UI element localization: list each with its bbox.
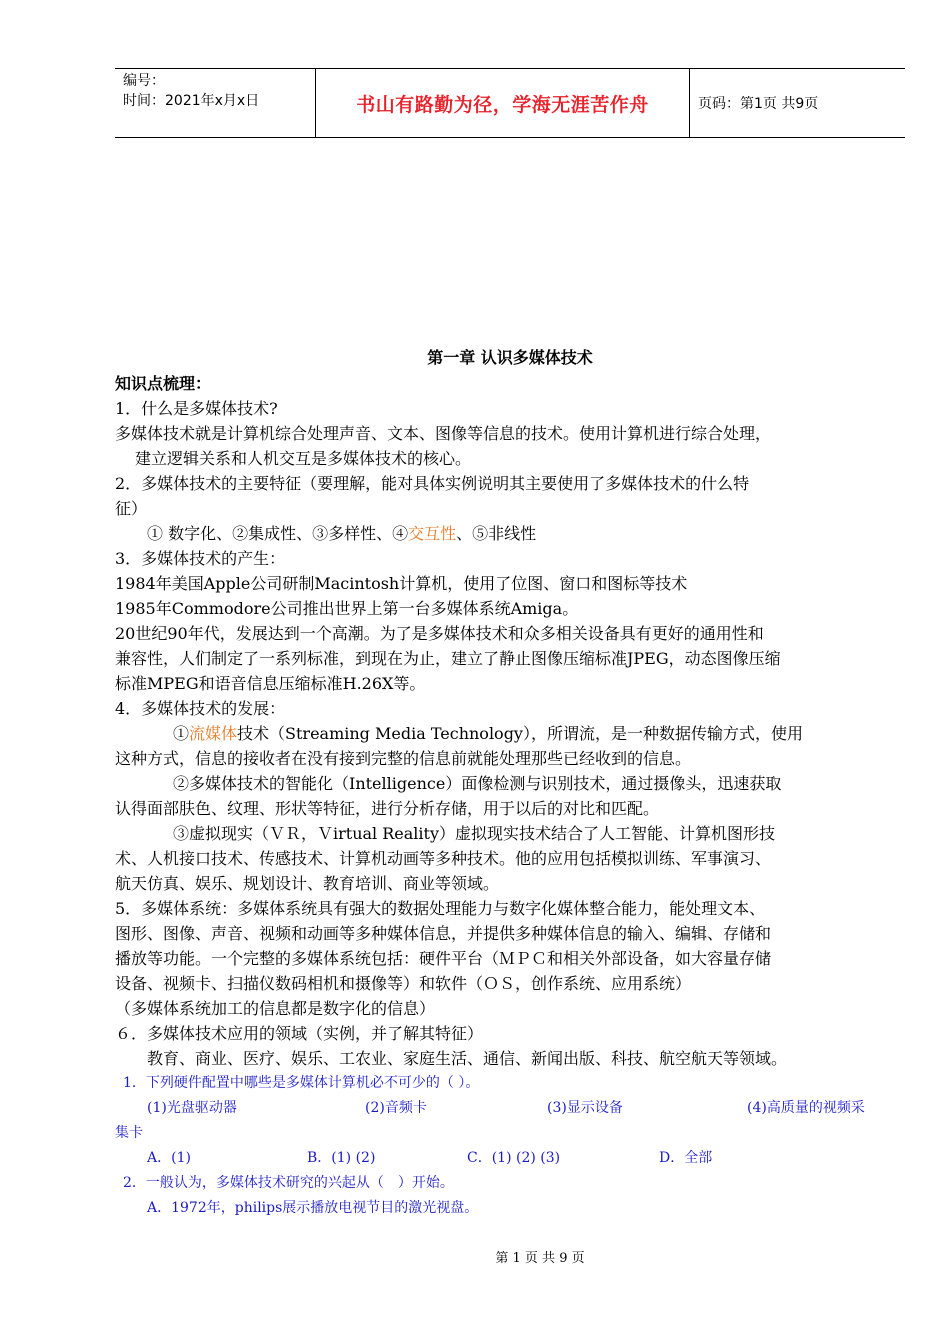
q3-line-5: 标准MPEG和语音信息压缩标准H.26X等。 [115, 674, 426, 693]
q4-item-3: ③虚拟现实（ＶＲ，Ｖirtual Reality）虚拟现实技术结合了人工智能、计算机图形技 [173, 824, 776, 843]
q6-answer: 教育、商业、医疗、娱乐、工农业、家庭生活、通信、新闻出版、科技、航空航天等领域。 [147, 1049, 788, 1068]
header-motto: 书山有路勤为径，学海无涯苦作舟 [356, 93, 649, 116]
q2-features [115, 521, 905, 546]
header-number: 编号： [123, 73, 165, 89]
q4-item-2: ②多媒体技术的智能化（Intelligence）面像检测与识别技术，通过摄像头，迅速获取 [173, 774, 782, 793]
q4-item-1 [115, 721, 905, 746]
exercise-1-choice-d: D．全部 [659, 1150, 713, 1166]
exercise-1-choices [115, 1146, 905, 1171]
exercise-1-options [115, 1096, 905, 1121]
exercise-1-choice-b: B．(1) (2) [307, 1150, 376, 1166]
page-footer: 第 1 页 共 9 页 [495, 1251, 585, 1266]
exercise-1-option-2: (2)音频卡 [365, 1100, 427, 1116]
exercise-1-choice-a: A．(1) [147, 1150, 191, 1166]
q4-item-1-cont: 这种方式，信息的接收者在没有接到完整的信息前就能处理那些已经收到的信息。 [115, 749, 692, 768]
exercise-1-option-1: (1)光盘驱动器 [147, 1100, 237, 1116]
header-time: 时间：2021年x月x日 [123, 93, 260, 109]
q5-line-4: 设备、视频卡、扫描仪数码相机和摄像等）和软件（ＯＳ，创作系统、应用系统） [115, 974, 692, 993]
header-meta [115, 69, 315, 137]
q4-item-2-cont: 认得面部肤色、纹理、形状等特征，进行分析存储，用于以后的对比和匹配。 [115, 799, 660, 818]
q4-item-1-text: 技术（Streaming Media Technology），所谓流，是一种数据传输方式，使用 [237, 724, 803, 743]
q4-item-3-cont-1: 术、人机接口技术、传感技术、计算机动画等多种技术。他的应用包括模拟训练、军事演习、 [115, 849, 772, 868]
document-body [115, 345, 905, 1221]
q2-line-2: 征） [115, 499, 148, 518]
q6: ６．多媒体技术应用的领域（实例，并了解其特征） [115, 1024, 484, 1043]
q1-answer-1: 多媒体技术就是计算机综合处理声音、文本、图像等信息的技术。使用计算机进行综合处理， [115, 424, 772, 443]
exercise-1-option-4: (4)高质量的视频采 [747, 1100, 865, 1116]
chapter-title: 第一章 认识多媒体技术 [427, 348, 593, 367]
section-label: 知识点梳理： [115, 374, 212, 393]
q4-item-3-cont-2: 航天仿真、娱乐、规划设计、教育培训、商业等领域。 [115, 874, 500, 893]
q3-line-3: 20世纪90年代，发展达到一个高潮。为了是多媒体技术和众多相关设备具有更好的通用性和 [115, 624, 764, 643]
header-motto-cell [315, 69, 690, 137]
q2-line-1: 2．多媒体技术的主要特征（要理解，能对具体实例说明其主要使用了多媒体技术的什么特 [115, 474, 750, 493]
exercise-1-option-4-cont: 集卡 [115, 1125, 143, 1141]
q3-line-4: 兼容性，人们制定了一系列标准，到现在为止，建立了静止图像压缩标准JPEG，动态图像压缩 [115, 649, 781, 668]
q4-item-1-highlight: 流媒体 [189, 724, 238, 743]
exercise-1-option-3: (3)显示设备 [547, 1100, 623, 1116]
q5-line-2: 图形、图像、声音、视频和动画等多种媒体信息，并提供多种媒体信息的输入、编辑、存储和 [115, 924, 772, 943]
page-header [115, 68, 905, 138]
header-page-cell [690, 69, 905, 137]
q4: 4．多媒体技术的发展： [115, 699, 286, 718]
q5-line-5: （多媒体系统加工的信息都是数字化的信息） [115, 999, 436, 1018]
q3: 3．多媒体技术的产生： [115, 549, 286, 568]
q3-line-1: 1984年美国Apple公司研制Macintosh计算机，使用了位图、窗口和图标等技术 [115, 574, 688, 593]
q2-features-highlight: 交互性 [408, 524, 457, 543]
exercise-2-question: 2．一般认为，多媒体技术研究的兴起从（ ）开始。 [123, 1175, 454, 1191]
q4-item-1-num: ① [173, 724, 190, 743]
exercise-1-choice-c: C．(1) (2) (3) [467, 1150, 561, 1166]
q1-answer-2: 建立逻辑关系和人机交互是多媒体技术的核心。 [135, 449, 472, 468]
q2-features-b: 、⑤非线性 [456, 524, 537, 543]
q2-features-a: ① 数字化、②集成性、③多样性、④ [147, 524, 409, 543]
q3-line-2: 1985年Commodore公司推出世界上第一台多媒体系统Amiga。 [115, 599, 579, 618]
q5-line-1: 5．多媒体系统：多媒体系统具有强大的数据处理能力与数字化媒体整合能力，能处理文本、 [115, 899, 766, 918]
exercise-1-question: 1．下列硬件配置中哪些是多媒体计算机必不可少的（ ）。 [123, 1075, 480, 1091]
header-page: 页码：第1页 共9页 [698, 96, 819, 112]
q5-line-3: 播放等功能。一个完整的多媒体系统包括：硬件平台（ＭＰＣ和相关外部设备，如大容量存储 [115, 949, 772, 968]
exercise-2-choice-a: A．1972年，philips展示播放电视节目的激光视盘。 [147, 1200, 479, 1216]
q1: 1．什么是多媒体技术? [115, 399, 278, 418]
